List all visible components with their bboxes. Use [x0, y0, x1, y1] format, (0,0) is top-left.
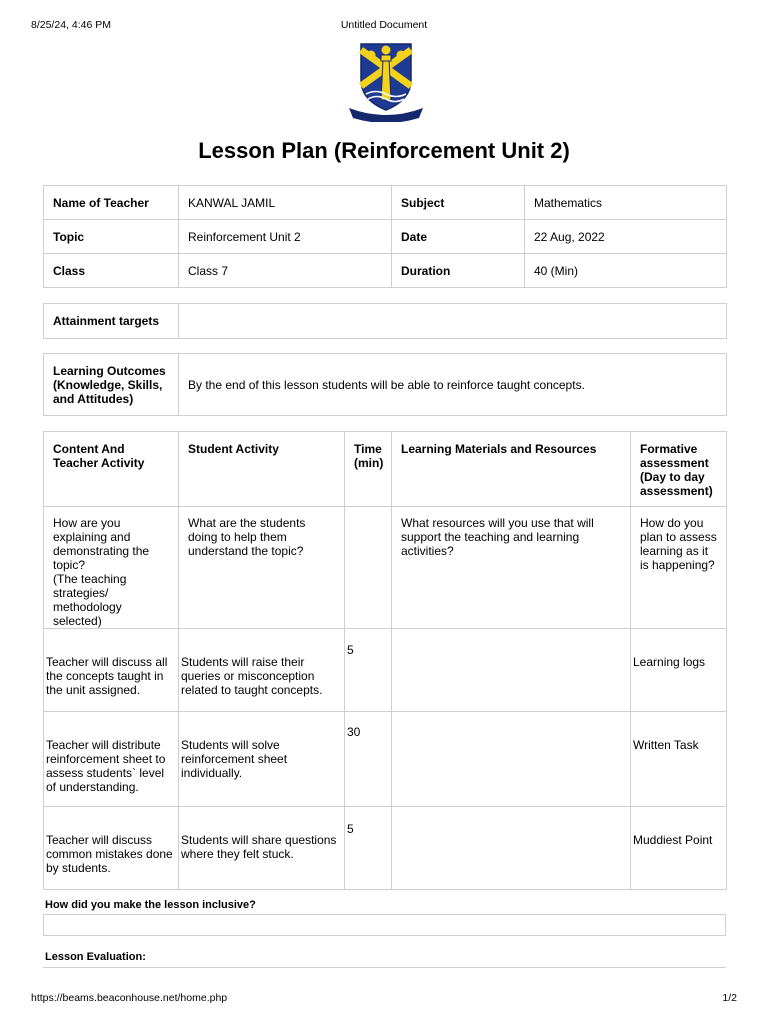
row-content: Teacher will discuss common mistakes done by students.: [44, 807, 179, 890]
date-value: 22 Aug, 2022: [525, 220, 727, 254]
prompt-time: [345, 507, 392, 629]
prompt-content: [44, 507, 179, 629]
print-footer: [31, 992, 737, 1006]
prompt-formative: How do you plan to assess learning as it is happening?: [631, 507, 727, 629]
header-content-activity: Content And Teacher Activity: [44, 432, 179, 507]
row-time: 30: [345, 712, 392, 807]
date-label: Date: [392, 220, 525, 254]
row-student: Students will solve reinforcement sheet individually.: [179, 712, 345, 807]
print-header: [31, 19, 737, 33]
header-time: Time (min): [345, 432, 392, 507]
duration-label: Duration: [392, 254, 525, 288]
row-materials: [392, 712, 631, 807]
row-materials: [392, 807, 631, 890]
row-formative: Written Task: [631, 712, 727, 807]
teacher-label: Name of Teacher: [44, 186, 179, 220]
outcomes-value: By the end of this lesson students will be able to reinforce taught concepts.: [179, 354, 727, 416]
row-time: 5: [345, 807, 392, 890]
table-row: [44, 629, 727, 712]
row-formative: Muddiest Point: [631, 807, 727, 890]
topic-label: Topic: [44, 220, 179, 254]
topic-value: Reinforcement Unit 2: [179, 220, 392, 254]
row-student: Students will share questions where they felt stuck.: [179, 807, 345, 890]
row-content: Teacher will distribute reinforcement sheet to assess students` level of understanding.: [44, 712, 179, 807]
attainment-table: [43, 303, 727, 339]
class-value: Class 7: [179, 254, 392, 288]
learning-outcomes-table: [43, 353, 727, 416]
print-document-title: Untitled Document: [340, 19, 428, 31]
row-time: 5: [345, 629, 392, 712]
lesson-info-table: [43, 185, 727, 288]
guidance-row: [44, 507, 727, 629]
inclusive-label: How did you make the lesson inclusive?: [45, 899, 256, 911]
print-date: 8/25/24, 4:46 PM: [31, 19, 111, 31]
header-student-activity: Student Activity: [179, 432, 345, 507]
lesson-activity-table: [43, 431, 727, 890]
subject-label: Subject: [392, 186, 525, 220]
prompt-content-question: How are you explaining and demonstrating the topic?: [53, 516, 150, 572]
attainment-label: Attainment targets: [44, 304, 179, 339]
page-number: 1/2: [722, 992, 737, 1004]
header-materials: Learning Materials and Resources: [392, 432, 631, 507]
subject-value: Mathematics: [525, 186, 727, 220]
header-formative-assessment: Formative assessment (Day to day assessment): [631, 432, 727, 507]
duration-value: 40 (Min): [525, 254, 727, 288]
class-label: Class: [44, 254, 179, 288]
info-row: [44, 220, 727, 254]
table-row: [44, 807, 727, 890]
evaluation-divider: [43, 967, 726, 968]
table-header-row: [44, 432, 727, 507]
row-content: Teacher will discuss all the concepts taught in the unit assigned.: [44, 629, 179, 712]
info-row: [44, 254, 727, 288]
evaluation-label: Lesson Evaluation:: [45, 951, 146, 963]
table-row: [44, 712, 727, 807]
inclusive-answer-box: [43, 914, 726, 936]
school-crest-logo: [346, 42, 426, 122]
outcomes-label: Learning Outcomes (Knowledge, Skills, and Attitudes): [44, 354, 179, 416]
attainment-value: [179, 304, 727, 339]
prompt-student: What are the students doing to help them understand the topic?: [179, 507, 345, 629]
page-title: Lesson Plan (Reinforcement Unit 2): [198, 138, 570, 163]
page-url: https://beams.beaconhouse.net/home.php: [31, 992, 228, 1004]
row-student: Students will raise their queries or misconception related to taught concepts.: [179, 629, 345, 712]
prompt-materials: What resources will you use that will support the teaching and learning activities?: [392, 507, 631, 629]
row-materials: [392, 629, 631, 712]
info-row: [44, 186, 727, 220]
teacher-value: KANWAL JAMIL: [179, 186, 392, 220]
prompt-content-note: (The teaching strategies/ methodology selected): [53, 572, 127, 628]
row-formative: Learning logs: [631, 629, 727, 712]
